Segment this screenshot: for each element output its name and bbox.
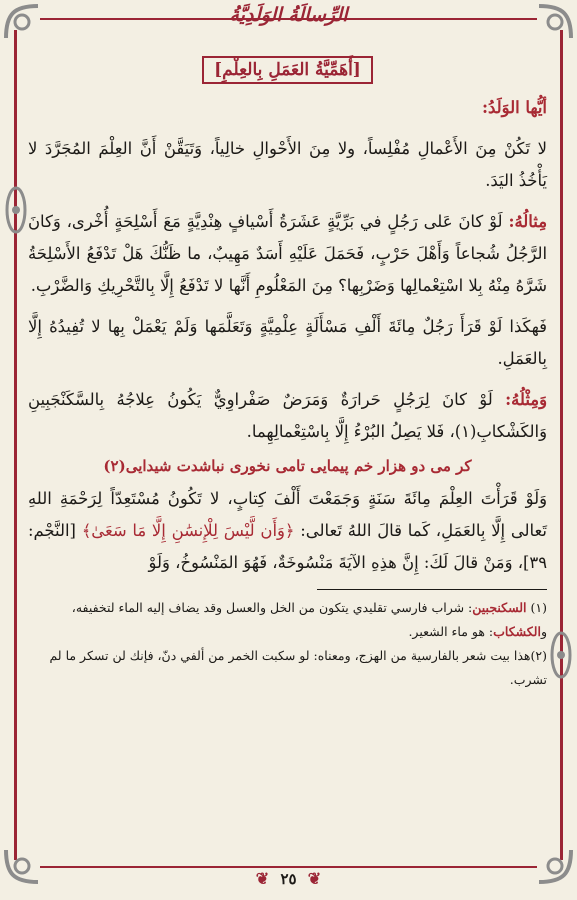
footnote-1-text-b: : هو ماء الشعير. <box>408 624 494 639</box>
page-body <box>28 56 547 692</box>
footnote-2 <box>28 644 547 692</box>
footer-ornament-icon: ❦ <box>307 869 322 888</box>
page-number: ٢٥ <box>280 870 297 888</box>
footnote-2-number: (٢) <box>530 648 547 663</box>
paragraph-1: لا تَكُنْ مِنَ الأَعْمالِ مُفْلِساً، ولا مِنَ الأَحْوالِ خالِياً، وَتَيَقَّنْ أَنَّ العِلْمَ المُجَرَّدَ لا يَأْخُذُ اليَدَ. <box>28 139 547 190</box>
footnote-1-text-a: : شراب فارسي تقليدي يتكون من الخل والعسل وقد يضاف إليه الماء لتخفيفه، و <box>71 600 547 639</box>
frame-left-line <box>14 30 17 860</box>
address-line <box>28 92 547 124</box>
paragraph-3: فَهكَذا لَوْ قَرَأَ رَجُلٌ مِائَةَ أَلْفِ مَسْأَلَةٍ عِلْمِيَّةٍ وَتَعَلَّمَها وَلَمْ يَعْمَلْ بِها لا تُفِيدُهُ إِلَّا بِالعَمَلِ. <box>28 317 547 368</box>
footnote-1-number: (١) <box>530 600 547 615</box>
paragraph-4 <box>28 384 547 448</box>
quran-verse: ﴿وَأَن لَّيْسَ لِلْإِنسَٰنِ إِلَّا مَا سَعَىٰ﴾ <box>81 521 295 540</box>
paragraph-2 <box>28 206 547 302</box>
section-heading <box>28 56 547 84</box>
footnote-separator <box>317 589 547 590</box>
footer-ornament-icon: ❦ <box>255 869 270 888</box>
paragraph-2-text: لَوْ كانَ عَلى رَجُلٍ في بَرِّيَّةٍ عَشَرَةُ أَسْيافٍ هِنْدِيَّةٍ مَعَ أَسْلِحَةٍ أُخْرى، وَكانَ الرَّجُلُ شُجاعاً وَأَهْلَ حَرْبٍ، فَحَمَلَ عَلَيْهِ أَسَدٌ مَهِيبٌ، ما ظَنُّكَ هَلْ تَدْفَعُ الأَسْلِحَةُ شَرَّهُ مِنْهُ بِلا اسْتِعْمالِها وَضَرْبِها؟ مِنَ المَعْلُومِ أَنَّها لا تَدْفَعُ إِلَّا بِالتَّحْرِيكِ وَالضَّرْبِ. <box>28 212 547 295</box>
example-label-2: وَمِثْلُهُ: <box>505 390 547 409</box>
footnote-1-term: السكنجبين <box>472 600 527 615</box>
paragraph-5-text-a: وَلَوْ قَرَأْتَ العِلْمَ مِائَةَ سَنَةٍ وَجَمَعْتَ أَلْفَ كِتابٍ، لا تَكُونُ مُسْتَعِدّاً لِرَحْمَةِ اللهِ تَعالى إِلَّا بِالعَمَلِ، كَما قالَ اللهُ تَعالى: <box>28 489 547 540</box>
persian-verse: كر مى دو هزار خم پيمايى تامى نخورى نباشدت شيدايى(٢) <box>103 457 472 475</box>
frame-bottom-line <box>40 866 537 868</box>
section-heading-text: [أَهَمِّيَّةُ العَمَلِ بِالعِلْمِ] <box>202 56 373 84</box>
side-ornament-icon <box>546 625 576 685</box>
address-text: أيُّها الوَلَدُ: <box>481 98 547 117</box>
footnote-1 <box>28 596 547 644</box>
footnote-1-term-2: الكشكاب <box>493 624 541 639</box>
paragraph-5 <box>28 483 547 579</box>
frame-right-line <box>560 30 563 860</box>
paragraph-4-text: لَوْ كانَ لِرَجُلٍ حَرارَةٌ وَمَرَضٌ صَفْراوِيٌّ يَكُونُ عِلاجُهُ بِالسَّكَنْجَبِينِ وَالكَشْكابِ(١)، فَلا يَصِلُ البُرْءُ إِلَّا بِاسْتِعْمالِهِما. <box>28 390 547 441</box>
paragraph-5-text-b: [النَّجْم: ٣٩]، وَمَنْ قالَ لَكَ: إِنَّ هذِهِ الآيَةَ مَنْسُوخَةٌ، فَهُوَ المَنْسُوخُ، وَلَوْ <box>28 521 547 572</box>
page-footer <box>0 869 577 888</box>
running-header-title: الرِّسالَةُ الوَلَدِيَّةُ <box>229 4 348 26</box>
footnote-2-text: هذا بيت شعر بالفارسية من الهزج، ومعناه: لو سكبت الخمر من ألفي دنّ، فإنك لن تسكر ما لم تشرب. <box>49 648 547 687</box>
example-label: مِثالُهُ: <box>508 212 547 231</box>
side-ornament-icon <box>1 180 31 240</box>
